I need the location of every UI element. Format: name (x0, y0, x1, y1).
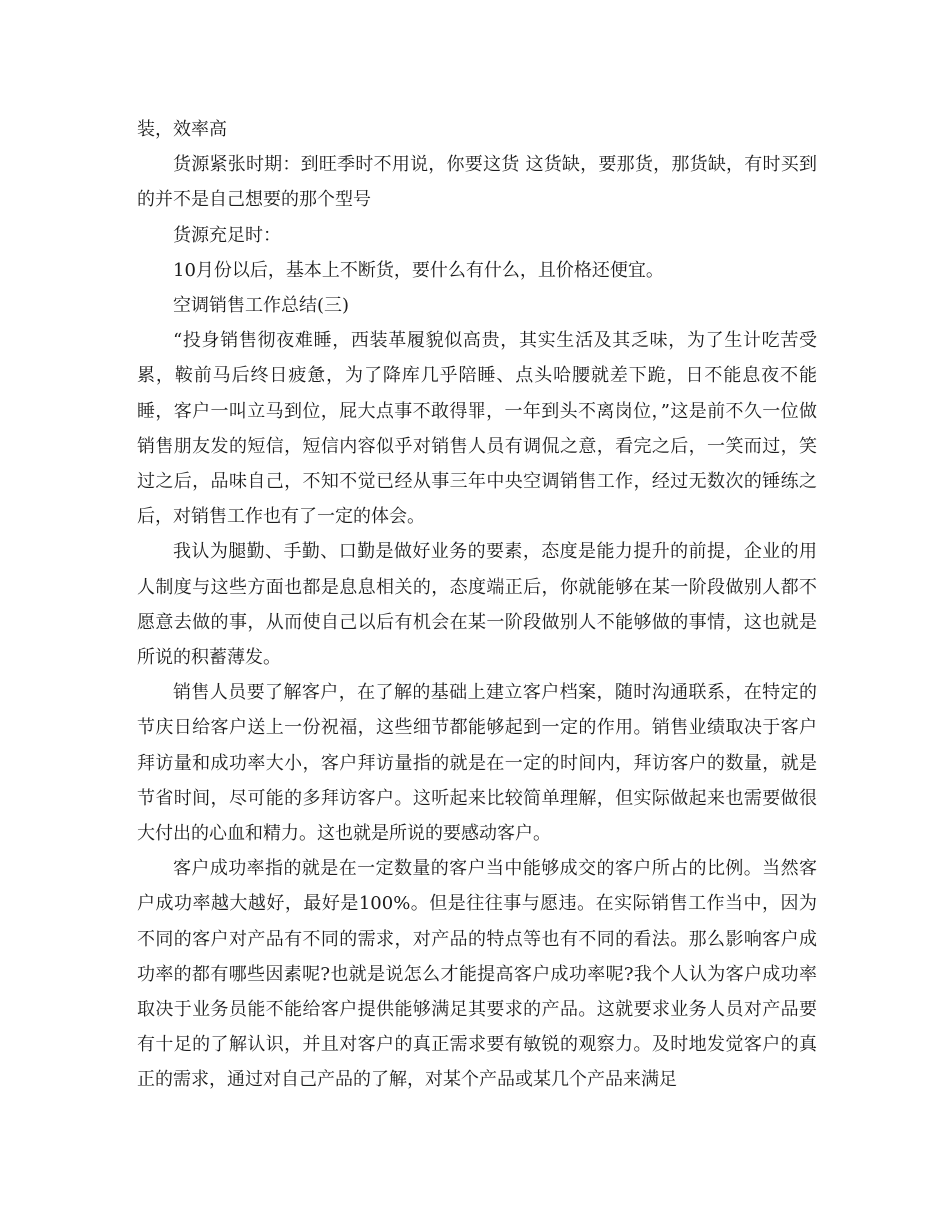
paragraph-supply-shortage: 货源紧张时期：到旺季时不用说，你要这货 这货缺，要那货，那货缺，有时买到的并不是自己想要的那个型号 (137, 154, 817, 211)
paragraph-know-customer: 销售人员要了解客户，在了解的基础上建立客户档案，随时沟通联系，在特定的节庆日给客户送上一份祝福，这些细节都能够起到一定的作用。销售业绩取决于客户拜访量和成功率大小，客户拜访量指的就是在一定的时间内，拜访客户的数量，就是节省时间，尽可能的多拜访客户。这听起来比较简单理解，但实际做起来也需要做很大付出的心血和精力。这也就是所说的要感动客户。 (137, 682, 817, 845)
section-title: 空调销售工作总结(三) (173, 295, 350, 317)
paragraph-continuation: 装，效率高 (137, 119, 227, 140)
document-page (137, 112, 817, 1098)
paragraph-supply-ample-heading: 货源充足时： (173, 224, 281, 246)
paragraph-october: 10月份以后，基本上不断货，要什么有什么，且价格还便宜。 (173, 259, 664, 281)
paragraph-success-rate: 客户成功率指的就是在一定数量的客户当中能够成交的客户所占的比例。当然客户成功率越大越好，最好是100%。但是往往事与愿违。在实际销售工作当中，因为不同的客户对产品有不同的需求，对产品的特点等也有不同的看法。那么影响客户成功率的都有哪些因素呢?也就是说怎么才能提高客户成功率呢?我个人认为客户成功率取决于业务员能不能给客户提供能够满足其要求的产品。这就要求业务人员对产品要有十足的了解认识，并且对客户的真正需求要有敏锐的观察力。及时地发觉客户的真正的需求，通过对自己产品的了解，对某个产品或某几个产品来满足 (137, 858, 817, 1091)
paragraph-diligence: 我认为腿勤、手勤、口勤是做好业务的要素，态度是能力提升的前提，企业的用人制度与这些方面也都是息息相关的，态度端正后，你就能够在某一阶段做别人都不愿意去做的事，从而使自己以后有机会在某一阶段做别人不能够做的事情，这也就是所说的积蓄薄发。 (137, 541, 817, 669)
paragraph-sms-quote: “投身销售彻夜难睡，西装革履貌似高贵，其实生活及其乏味，为了生计吃苦受累，鞍前马后终日疲惫，为了降库几乎陪睡、点头哈腰就差下跪，日不能息夜不能睡，客户一叫立马到位，屁大点事不敢得罪，一年到头不离岗位，”这是前不久一位做销售朋友发的短信，短信内容似乎对销售人员有调侃之意，看完之后，一笑而过，笑过之后，品味自己，不知不觉已经从事三年中央空调销售工作，经过无数次的锤练之后，对销售工作也有了一定的体会。 (137, 330, 817, 528)
